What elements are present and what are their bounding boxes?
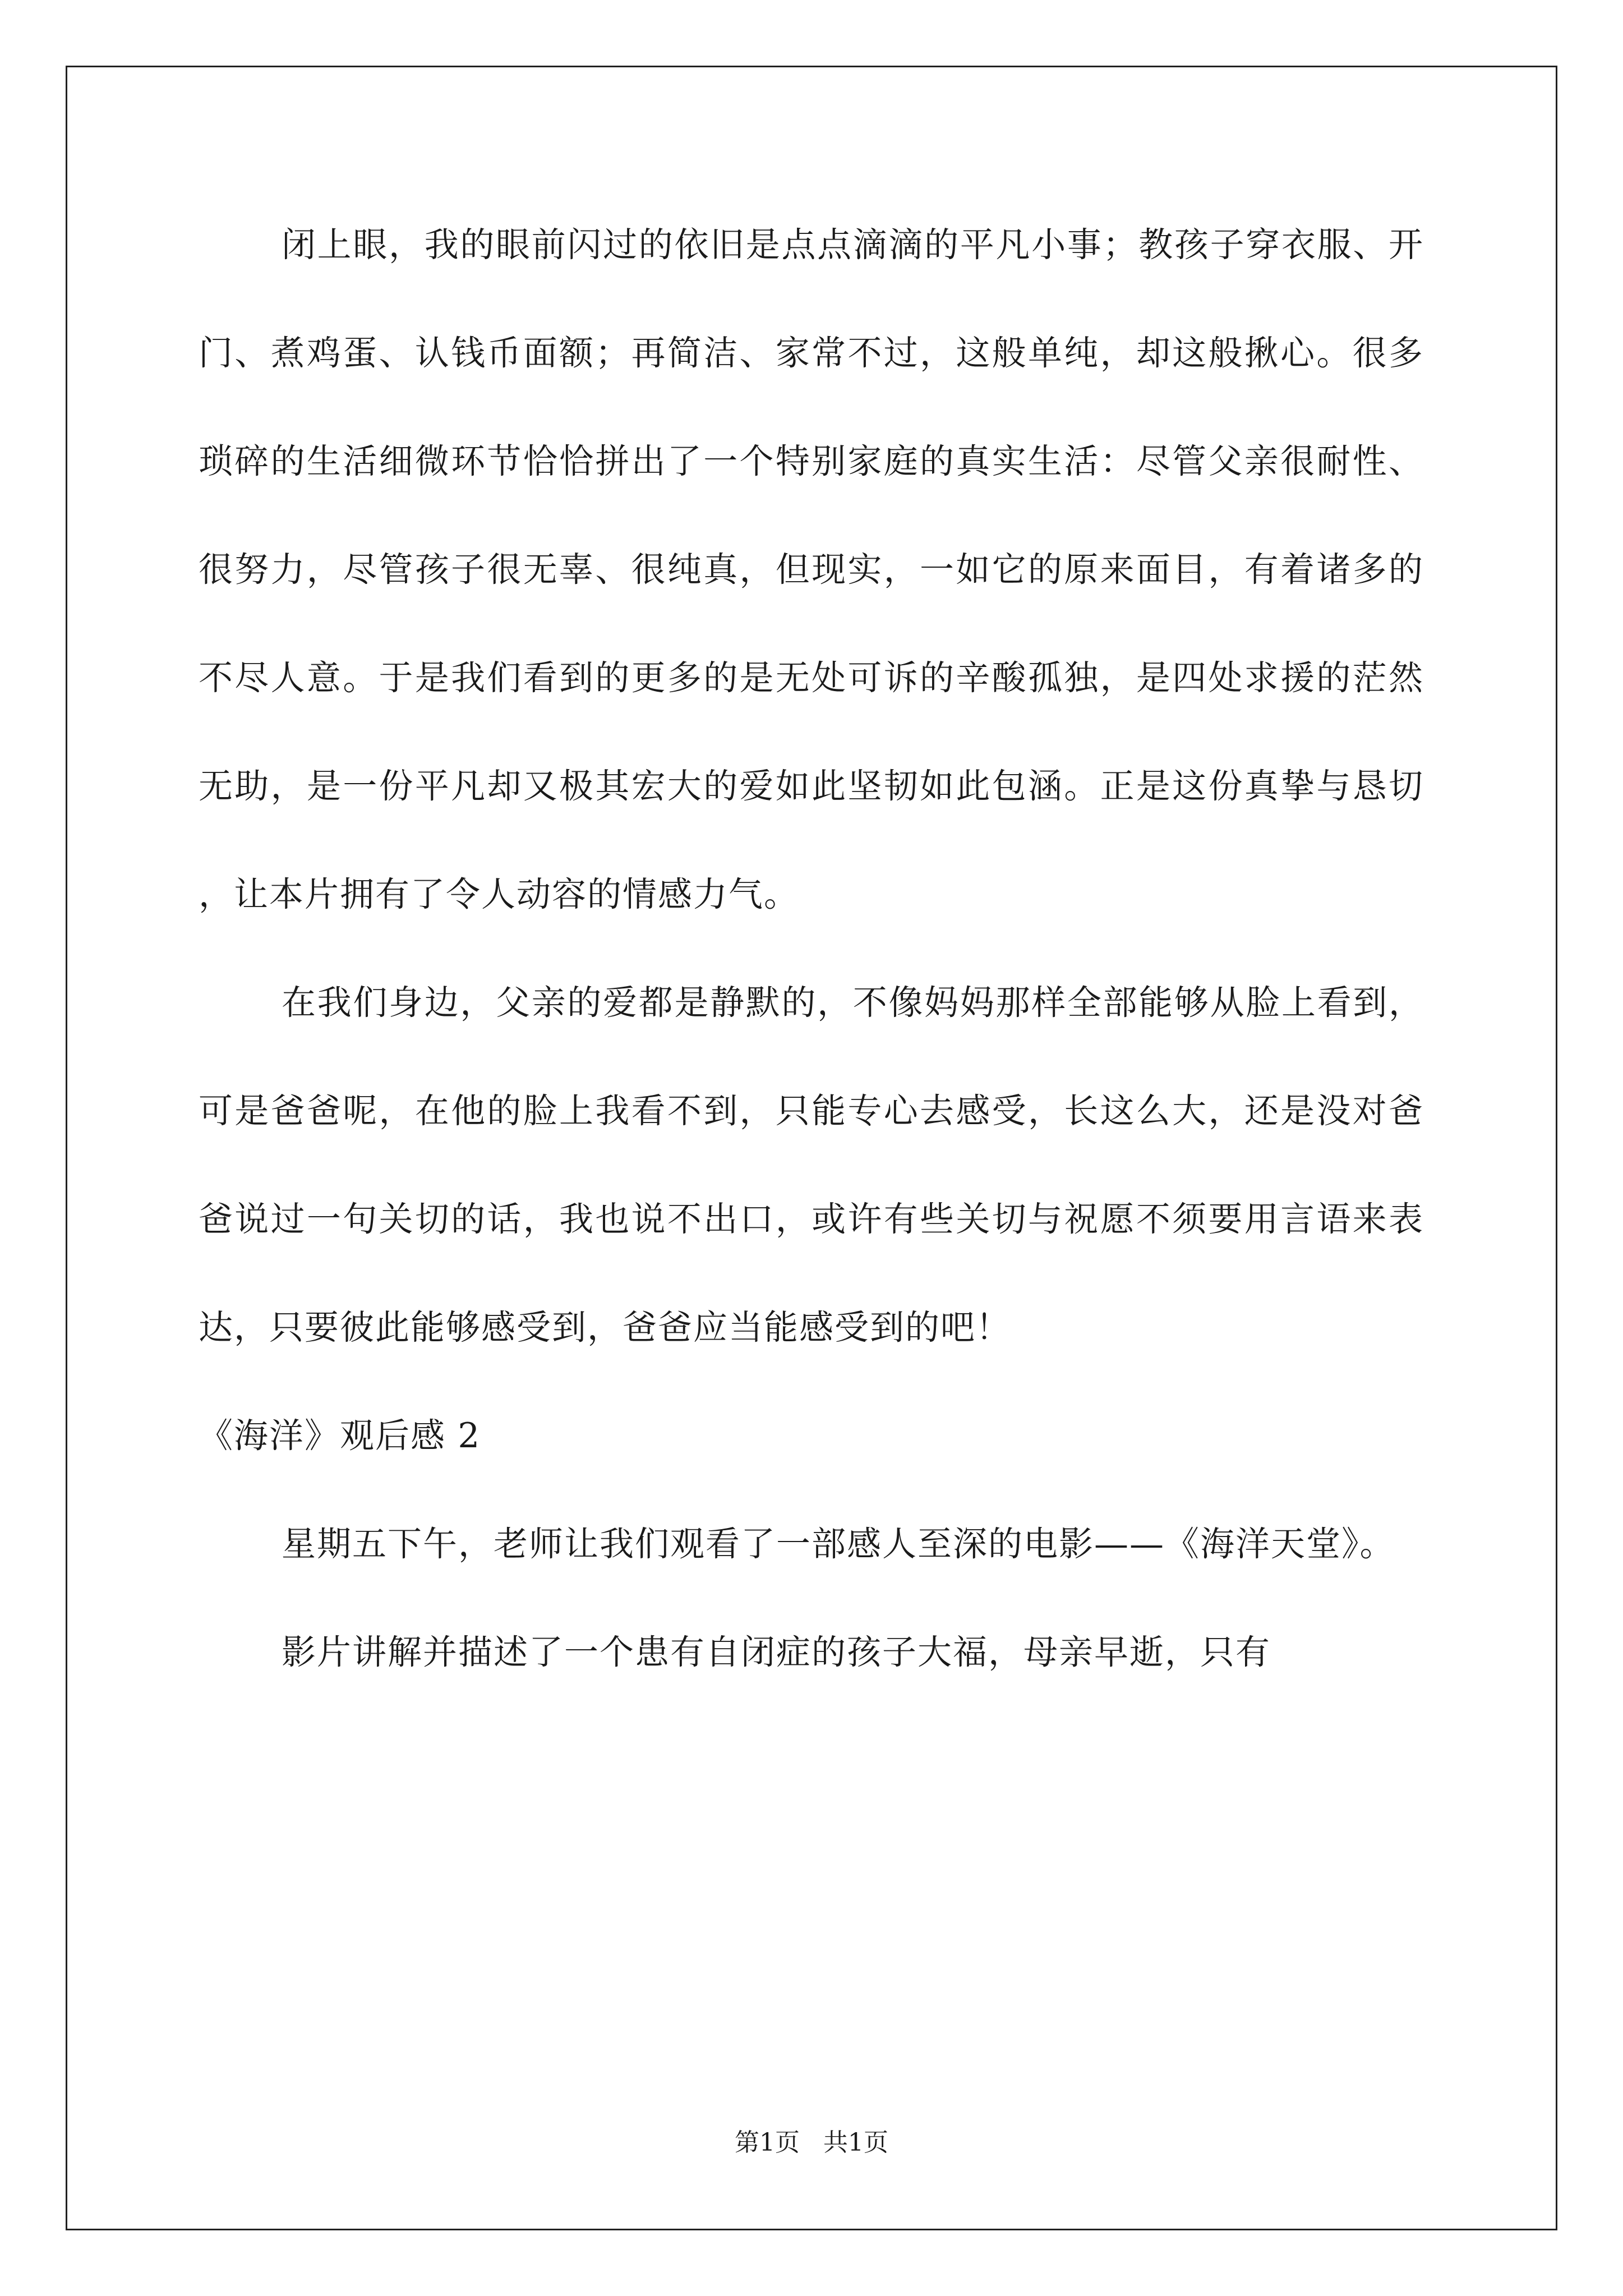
- section-heading: 《海洋》观后感 2: [199, 1416, 481, 1456]
- document-body: [199, 191, 1424, 1706]
- paragraph-3: 星期五下午，老师让我们观看了一部感人至深的电影——《海洋天堂》。: [282, 1524, 1395, 1564]
- page-number: 第1页: [735, 2128, 800, 2157]
- paragraph-1: 闭上眼，我的眼前闪过的依旧是点点滴滴的平凡小事；教孩子穿衣服、开门、煮鸡蛋、认钱币面额；再简洁、家常不过，这般单纯，却这般揪心。很多琐碎的生活细微环节恰恰拼出了一个特别家庭的真实生活：尽管父亲很耐性、很努力，尽管孩子很无辜、很纯真，但现实，一如它的原来面目，有着诸多的不尽人意。于是我们看到的更多的是无处可诉的辛酸孤独，是四处求援的茫然无助，是一份平凡却又极其宏大的爱如此坚韧如此包涵。正是这份真挚与恳切，让本片拥有了令人动容的情感力气。: [199, 225, 1424, 914]
- paragraph-4: 影片讲解并描述了一个患有自闭症的孩子大福，母亲早逝，只有: [282, 1632, 1271, 1672]
- paragraph-2: 在我们身边，父亲的爱都是静默的，不像妈妈那样全部能够从脸上看到，可是爸爸呢，在他的脸上我看不到，只能专心去感受，长这么大，还是没对爸爸说过一句关切的话，我也说不出口，或许有些关切与祝愿不须要用言语来表达，只要彼此能够感受到，爸爸应当能感受到的吧！: [199, 983, 1424, 1347]
- page-total: 共1页: [823, 2128, 888, 2157]
- page-footer: [0, 2126, 1623, 2160]
